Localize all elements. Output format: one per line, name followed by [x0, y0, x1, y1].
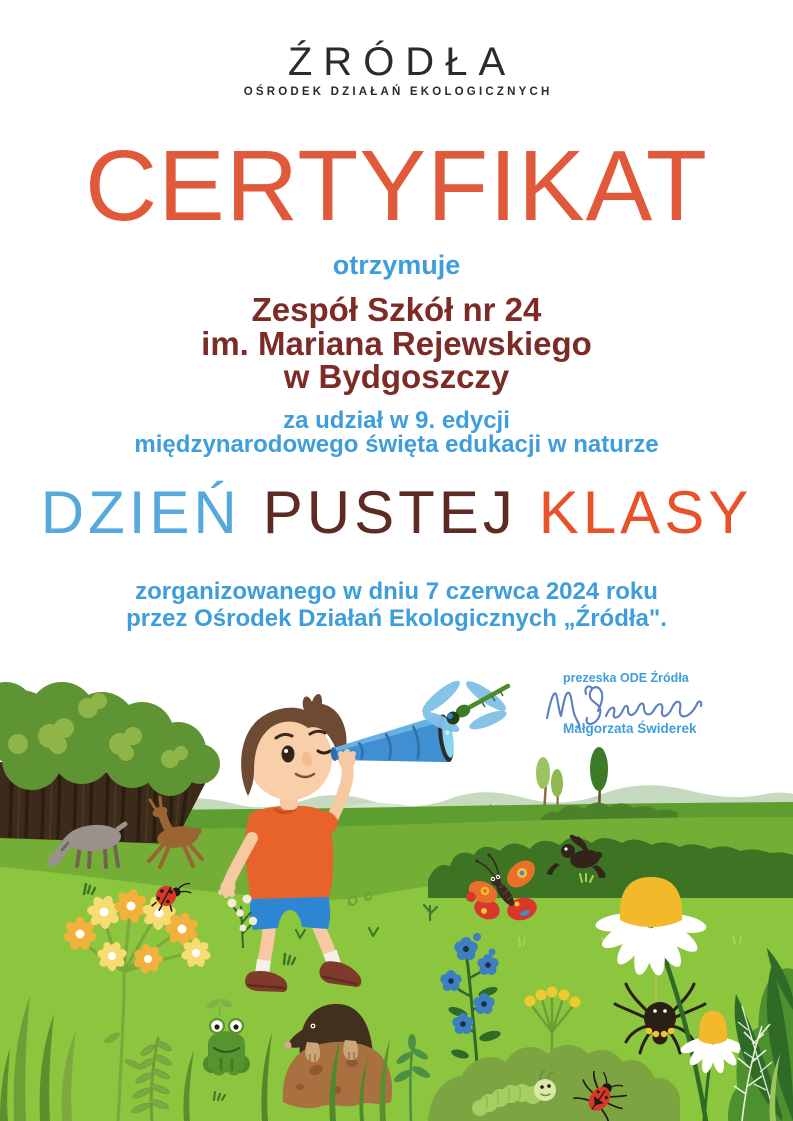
organized-line-1: zorganizowanego w dniu 7 czerwca 2024 roku [135, 578, 658, 605]
recipient-line-1: Zespół Szkół nr 24 [251, 291, 542, 328]
participation-line-1: za udział w 9. edycji [283, 407, 510, 434]
organized-line-2: przez Ośrodek Działań Ekologicznych „Źródła". [126, 604, 667, 632]
boy-hand [338, 749, 356, 769]
certificate-title: CERTYFIKAT [84, 130, 709, 242]
event-title [0, 480, 793, 546]
logo-brand-text: ŹRÓDŁA [287, 40, 517, 84]
recipient-name-block [0, 293, 793, 394]
recipient-line-2: im. Mariana Rejewskiego [201, 324, 592, 362]
logo-subtitle: OŚRODEK DZIAŁAŃ EKOLOGICZNYCH [243, 86, 553, 98]
event-word-klasy: KLASY [538, 479, 753, 546]
participation-line-2: międzynarodowego święta edukacji w naturze [134, 430, 659, 458]
receives-label: otrzymuje [332, 250, 461, 280]
signature-role: prezeska ODE Źródła [563, 671, 689, 685]
recipient-line-3: w Bydgoszczy [283, 358, 510, 395]
signature-name: Małgorzata Świderek [563, 721, 697, 736]
event-word-pustej: PUSTEJ [262, 479, 517, 546]
organized-block [0, 579, 793, 632]
event-word-dzien: DZIEŃ [40, 479, 241, 546]
participation-block [0, 409, 793, 456]
